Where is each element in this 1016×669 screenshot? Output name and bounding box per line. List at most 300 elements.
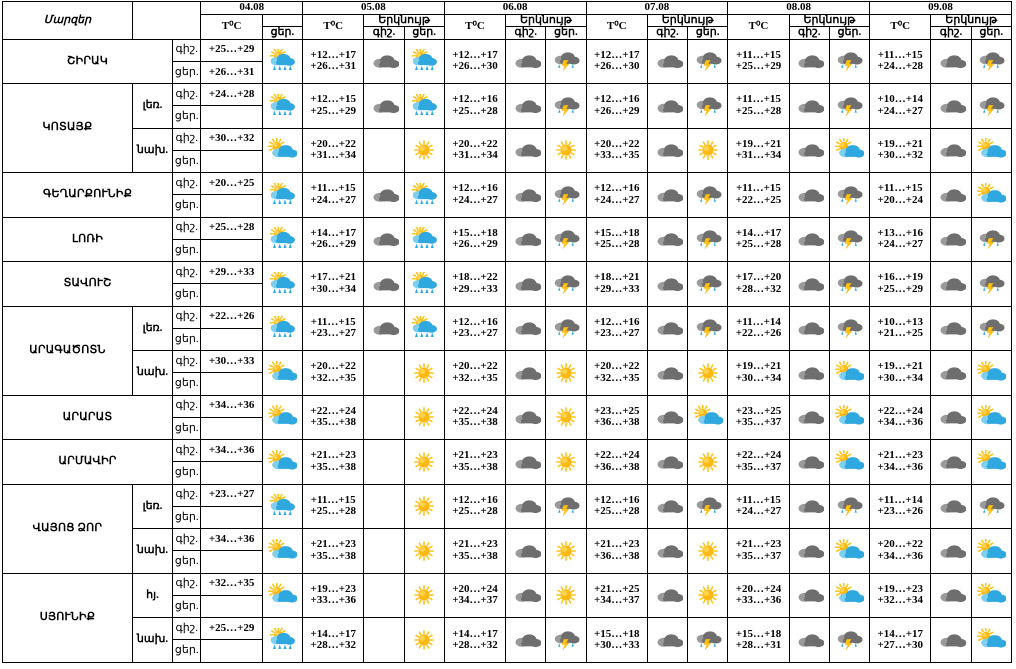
temp-night-value: +21…+23 xyxy=(310,449,356,462)
temp-10-5 xyxy=(870,484,931,529)
table-row xyxy=(3,262,1012,284)
weather-icon-day-12-0 xyxy=(262,573,302,618)
temp-night-value: +10…+13 xyxy=(877,315,923,328)
weather-icon-day-10-0 xyxy=(262,484,302,529)
temp-11-2 xyxy=(444,529,505,574)
weather-icon-day-13-0 xyxy=(262,618,302,663)
sky-header-1: Երկնույթ xyxy=(364,14,444,27)
temp-night-value: +19…+21 xyxy=(877,137,923,150)
weather-icon-day-8-2 xyxy=(546,395,586,440)
region-name-0: ՇԻՐԱԿ xyxy=(3,39,173,84)
temp-5-5 xyxy=(870,262,931,307)
weather-icon-night-2-2 xyxy=(506,128,546,173)
temp-day-value: +32…+35 xyxy=(593,371,640,384)
temp-day-value: +30…+33 xyxy=(593,639,640,652)
temp-4-3 xyxy=(586,217,647,262)
temp-night-value: +16…+19 xyxy=(877,271,923,284)
temp-night-value: +13…+16 xyxy=(877,226,923,239)
table-row xyxy=(3,39,1012,61)
temp-day-value: +24…+27 xyxy=(593,193,640,206)
temp-9-3 xyxy=(586,440,647,485)
temp-7-1 xyxy=(303,351,364,396)
table-row xyxy=(3,440,1012,462)
temp-night-value: +11…+14 xyxy=(877,493,923,506)
temp-night-value: +19…+23 xyxy=(310,582,356,595)
region-name-1: ԿՈՏԱՅՔ xyxy=(3,84,133,173)
temp-day-value: +25…+28 xyxy=(452,104,498,117)
weather-icon-day-1-3 xyxy=(688,84,728,129)
weather-icon-night-8-1 xyxy=(364,395,404,440)
temp-day-6-0 xyxy=(201,328,262,350)
temp-2-5 xyxy=(870,128,931,173)
weather-icon-day-9-5 xyxy=(971,440,1011,485)
temp-day-value: +33…+35 xyxy=(593,149,640,162)
row-label-night-11: գիշ. xyxy=(173,529,201,551)
temp-night-value: +12…+17 xyxy=(452,48,498,61)
temp-13-2 xyxy=(444,618,505,663)
weather-icon-day-2-3 xyxy=(688,128,728,173)
weather-icon-day-11-3 xyxy=(688,529,728,574)
temp-night-value: +11…+14 xyxy=(736,315,781,328)
night-header-4: գիշ. xyxy=(789,27,829,40)
temp-day-2-0 xyxy=(201,150,262,172)
date-header-0: 04.08 xyxy=(201,2,303,15)
row-label-night-10: գիշ. xyxy=(173,484,201,506)
temp-day-value: +25…+28 xyxy=(593,505,640,518)
weather-icon-night-7-5 xyxy=(931,351,971,396)
temp-night-value: +21…+23 xyxy=(310,538,356,551)
date-header-5: 09.08 xyxy=(870,2,1012,15)
temp-header-3: T⁰C xyxy=(586,14,647,39)
weather-icon-day-0-4 xyxy=(829,39,869,84)
region-name-8: ԱՐԱՐԱՏ xyxy=(3,395,173,440)
temp-day-value: +35…+38 xyxy=(310,549,356,562)
weather-icon-night-11-4 xyxy=(789,529,829,574)
weather-icon-day-5-1 xyxy=(404,262,444,307)
weather-icon-day-2-2 xyxy=(546,128,586,173)
zone-label-13: նախ. xyxy=(132,618,172,663)
weather-icon-day-9-2 xyxy=(546,440,586,485)
temp-night-value: +22…+24 xyxy=(310,404,356,417)
temp-day-11-0 xyxy=(201,551,262,573)
temp-1-1 xyxy=(303,84,364,129)
temp-night-3-0: +20…+25 xyxy=(201,173,262,195)
temp-11-3 xyxy=(586,529,647,574)
temp-night-value: +12…+16 xyxy=(593,93,640,106)
zone-label-2: նախ. xyxy=(132,128,172,173)
temp-1-5 xyxy=(870,84,931,129)
temp-night-value: +11…+15 xyxy=(877,182,923,195)
temp-day-value: +30…+34 xyxy=(877,371,923,384)
temp-night-value: +12…+17 xyxy=(593,48,640,61)
temp-night-value: +15…+18 xyxy=(593,627,640,640)
temp-night-13-0: +25…+29 xyxy=(201,618,262,640)
weather-icon-night-4-4 xyxy=(789,217,829,262)
temp-night-value: +22…+24 xyxy=(593,449,640,462)
weather-icon-day-6-1 xyxy=(404,306,444,351)
weather-icon-day-12-2 xyxy=(546,573,586,618)
temp-night-value: +17…+21 xyxy=(310,271,356,284)
row-label-day-11: ցեր. xyxy=(173,551,201,573)
temp-12-4 xyxy=(728,573,789,618)
temp-2-3 xyxy=(586,128,647,173)
temp-night-value: +14…+17 xyxy=(452,627,498,640)
weather-icon-night-5-2 xyxy=(506,262,546,307)
temp-day-value: +25…+28 xyxy=(310,505,356,518)
night-header-2: գիշ. xyxy=(506,27,546,40)
weather-icon-day-1-1 xyxy=(404,84,444,129)
weather-icon-night-4-5 xyxy=(931,217,971,262)
temp-10-2 xyxy=(444,484,505,529)
temp-10-4 xyxy=(728,484,789,529)
temp-day-value: +26…+29 xyxy=(310,238,356,251)
temp-night-value: +18…+21 xyxy=(593,271,640,284)
weather-icon-day-8-1 xyxy=(404,395,444,440)
weather-icon-night-13-3 xyxy=(647,618,687,663)
temp-day-1-0 xyxy=(201,106,262,128)
temp-7-3 xyxy=(586,351,647,396)
temp-6-5 xyxy=(870,306,931,351)
temp-4-4 xyxy=(728,217,789,262)
temp-day-13-0 xyxy=(201,640,262,663)
weather-icon-day-6-0 xyxy=(262,306,302,351)
weather-icon-day-8-0 xyxy=(262,395,302,440)
row-label-day-2: ցեր. xyxy=(173,150,201,172)
weather-icon-night-3-3 xyxy=(647,173,687,218)
temp-12-2 xyxy=(444,573,505,618)
temp-day-value: +33…+36 xyxy=(310,594,356,607)
table-body xyxy=(3,39,1012,662)
temp-day-value: +28…+32 xyxy=(452,639,498,652)
weather-icon-night-9-3 xyxy=(647,440,687,485)
temp-8-4 xyxy=(728,395,789,440)
temp-day-value: +27…+30 xyxy=(877,639,923,652)
weather-icon-day-8-4 xyxy=(829,395,869,440)
temp-day-value: +25…+28 xyxy=(452,505,498,518)
row-label-night-3: գիշ. xyxy=(173,173,201,195)
weather-icon-night-10-2 xyxy=(506,484,546,529)
temp-2-4 xyxy=(728,128,789,173)
weather-icon-day-7-2 xyxy=(546,351,586,396)
temp-day-value: +25…+28 xyxy=(593,238,640,251)
table-row xyxy=(3,128,1012,150)
region-name-3: ԳԵՂԱՐՔՈՒՆԻՔ xyxy=(3,173,173,218)
temp-day-value: +22…+25 xyxy=(735,193,782,206)
weather-icon-day-4-3 xyxy=(688,217,728,262)
weather-icon-day-12-1 xyxy=(404,573,444,618)
weather-icon-night-8-5 xyxy=(931,395,971,440)
temp-night-value: +22…+24 xyxy=(735,449,782,462)
temp-day-value: +32…+34 xyxy=(877,594,923,607)
table-row xyxy=(3,351,1012,373)
weather-icon-night-10-1 xyxy=(364,484,404,529)
temp-night-value: +11…+15 xyxy=(310,493,356,506)
weather-icon-day-10-1 xyxy=(404,484,444,529)
day-header-4: ցեր. xyxy=(829,27,869,40)
temp-night-6-0: +22…+26 xyxy=(201,306,262,328)
row-label-night-4: գիշ. xyxy=(173,217,201,239)
day-header-2: ցեր. xyxy=(546,27,586,40)
zone-label-6: լեռ. xyxy=(132,306,172,351)
day-header-5: ցեր. xyxy=(971,27,1011,40)
weather-icon-day-3-0 xyxy=(262,173,302,218)
weather-icon-night-2-5 xyxy=(931,128,971,173)
temp-night-value: +11…+15 xyxy=(736,93,781,106)
temp-day-value: +34…+37 xyxy=(593,594,640,607)
night-header-5: գիշ. xyxy=(931,27,971,40)
weather-icon-night-4-2 xyxy=(506,217,546,262)
temp-1-3 xyxy=(586,84,647,129)
temp-night-value: +11…+15 xyxy=(310,315,356,328)
weather-icon-night-0-1 xyxy=(364,39,404,84)
temp-day-value: +26…+30 xyxy=(593,60,640,73)
weather-icon-night-13-1 xyxy=(364,618,404,663)
temp-day-value: +32…+35 xyxy=(452,371,498,384)
temp-night-value: +12…+16 xyxy=(593,493,640,506)
temp-night-1-0: +24…+28 xyxy=(201,84,262,106)
night-header-1: գիշ. xyxy=(364,27,404,40)
temp-day-value: +35…+38 xyxy=(310,460,356,473)
temp-13-4 xyxy=(728,618,789,663)
temp-8-1 xyxy=(303,395,364,440)
weather-icon-night-5-3 xyxy=(647,262,687,307)
row-label-day-10: ցեր. xyxy=(173,506,201,528)
temp-night-value: +11…+15 xyxy=(736,48,781,61)
temp-night-value: +18…+22 xyxy=(452,271,498,284)
temp-day-10-0 xyxy=(201,506,262,528)
weather-icon-day-9-0 xyxy=(262,440,302,485)
temp-0-1 xyxy=(303,39,364,84)
weather-icon-night-12-2 xyxy=(506,573,546,618)
weather-icon-day-11-4 xyxy=(829,529,869,574)
weather-icon-day-13-5 xyxy=(971,618,1011,663)
temp-night-value: +21…+23 xyxy=(735,538,782,551)
weather-icon-day-0-5 xyxy=(971,39,1011,84)
temp-day-value: +23…+27 xyxy=(310,327,356,340)
sky-header-0 xyxy=(262,14,302,27)
weather-icon-day-0-3 xyxy=(688,39,728,84)
weather-icon-night-7-2 xyxy=(506,351,546,396)
temp-day-value: +28…+31 xyxy=(735,639,782,652)
weather-icon-night-8-2 xyxy=(506,395,546,440)
temp-night-value: +23…+25 xyxy=(593,404,640,417)
zone-header-spacer xyxy=(132,2,201,40)
temp-day-value: +23…+27 xyxy=(593,327,640,340)
weather-icon-night-3-2 xyxy=(506,173,546,218)
weather-icon-night-0-4 xyxy=(789,39,829,84)
temp-night-value: +21…+25 xyxy=(593,582,640,595)
region-name-6: ԱՐԱԳԱԾՈՏՆ xyxy=(3,306,133,395)
weather-icon-day-4-1 xyxy=(404,217,444,262)
weather-icon-night-7-1 xyxy=(364,351,404,396)
weather-icon-night-7-3 xyxy=(647,351,687,396)
temp-3-3 xyxy=(586,173,647,218)
temp-night-value: +14…+17 xyxy=(735,226,782,239)
weather-icon-night-4-1 xyxy=(364,217,404,262)
weather-icon-day-10-5 xyxy=(971,484,1011,529)
temp-day-value: +34…+36 xyxy=(877,549,923,562)
temp-day-value: +25…+29 xyxy=(877,282,923,295)
weather-icon-night-11-5 xyxy=(931,529,971,574)
weather-icon-day-11-0 xyxy=(262,529,302,574)
temp-day-7-0 xyxy=(201,373,262,395)
weather-icon-night-11-2 xyxy=(506,529,546,574)
temp-day-8-0 xyxy=(201,417,262,439)
row-label-day-12: ցեր. xyxy=(173,595,201,617)
temp-header-1: T⁰C xyxy=(303,14,364,39)
temp-night-value: +22…+24 xyxy=(452,404,498,417)
weather-icon-day-2-1 xyxy=(404,128,444,173)
temp-7-4 xyxy=(728,351,789,396)
weather-icon-night-2-3 xyxy=(647,128,687,173)
weather-icon-night-0-5 xyxy=(931,39,971,84)
temp-1-4 xyxy=(728,84,789,129)
sky-header-4: Երկնույթ xyxy=(789,14,869,27)
temp-day-value: +31…+34 xyxy=(310,149,356,162)
weather-icon-night-4-3 xyxy=(647,217,687,262)
weather-icon-day-1-2 xyxy=(546,84,586,129)
temp-night-value: +12…+16 xyxy=(452,182,498,195)
temp-day-value: +29…+33 xyxy=(452,282,498,295)
temp-night-value: +12…+16 xyxy=(452,93,498,106)
temp-day-value: +30…+34 xyxy=(735,371,782,384)
weather-icon-day-4-0 xyxy=(262,217,302,262)
weather-icon-day-10-3 xyxy=(688,484,728,529)
temp-day-value: +22…+26 xyxy=(735,327,782,340)
weather-icon-day-12-3 xyxy=(688,573,728,618)
day-header-3: ցեր. xyxy=(688,27,728,40)
temp-night-value: +11…+15 xyxy=(736,182,781,195)
temp-10-3 xyxy=(586,484,647,529)
weather-icon-day-6-2 xyxy=(546,306,586,351)
temp-13-5 xyxy=(870,618,931,663)
temp-6-4 xyxy=(728,306,789,351)
weather-icon-night-2-4 xyxy=(789,128,829,173)
temp-night-value: +20…+22 xyxy=(310,137,356,150)
zone-label-11: նախ. xyxy=(132,529,172,574)
row-label-night-5: գիշ. xyxy=(173,262,201,284)
temp-day-value: +26…+31 xyxy=(310,60,356,73)
temp-day-value: +29…+33 xyxy=(593,282,640,295)
table-row xyxy=(3,173,1012,195)
weather-icon-night-10-4 xyxy=(789,484,829,529)
temp-2-1 xyxy=(303,128,364,173)
temp-day-value: +24…+27 xyxy=(452,193,498,206)
row-label-night-7: գիշ. xyxy=(173,351,201,373)
temp-6-2 xyxy=(444,306,505,351)
region-name-4: ԼՈՌԻ xyxy=(3,217,173,262)
temp-day-value: +30…+32 xyxy=(877,149,923,162)
temp-2-2 xyxy=(444,128,505,173)
weather-icon-day-0-0 xyxy=(262,39,302,84)
weather-icon-day-4-4 xyxy=(829,217,869,262)
temp-night-11-0: +34…+36 xyxy=(201,529,262,551)
weather-icon-day-7-5 xyxy=(971,351,1011,396)
weather-icon-day-1-0 xyxy=(262,84,302,129)
temp-night-value: +22…+24 xyxy=(877,404,923,417)
temp-day-value: +32…+35 xyxy=(310,371,356,384)
temp-night-value: +19…+23 xyxy=(877,582,923,595)
row-label-day-3: ցեր. xyxy=(173,195,201,217)
row-label-day-8: ցեր. xyxy=(173,417,201,439)
weather-icon-night-13-4 xyxy=(789,618,829,663)
weather-icon-night-3-5 xyxy=(931,173,971,218)
weather-icon-day-11-1 xyxy=(404,529,444,574)
weather-icon-day-9-4 xyxy=(829,440,869,485)
temp-day-value: +36…+38 xyxy=(593,549,640,562)
table-row xyxy=(3,84,1012,106)
temp-night-value: +20…+22 xyxy=(310,360,356,373)
weather-icon-day-7-0 xyxy=(262,351,302,396)
temp-night-10-0: +23…+27 xyxy=(201,484,262,506)
temp-night-value: +21…+23 xyxy=(877,449,923,462)
weather-icon-day-10-4 xyxy=(829,484,869,529)
weather-icon-night-12-3 xyxy=(647,573,687,618)
temp-night-2-0: +30…+32 xyxy=(201,128,262,150)
temp-night-value: +21…+23 xyxy=(593,538,640,551)
temp-11-5 xyxy=(870,529,931,574)
temp-night-value: +21…+23 xyxy=(452,538,498,551)
weather-icon-night-9-1 xyxy=(364,440,404,485)
temp-11-1 xyxy=(303,529,364,574)
temp-day-value: +28…+32 xyxy=(310,639,356,652)
temp-night-value: +11…+15 xyxy=(736,493,781,506)
temp-night-value: +10…+14 xyxy=(877,93,923,106)
row-label-night-6: գիշ. xyxy=(173,306,201,328)
temp-day-value: +35…+38 xyxy=(452,549,498,562)
temp-day-value: +31…+34 xyxy=(452,149,498,162)
weather-icon-day-2-0 xyxy=(262,128,302,173)
weather-icon-night-1-2 xyxy=(506,84,546,129)
weather-icon-night-9-5 xyxy=(931,440,971,485)
weather-icon-night-12-1 xyxy=(364,573,404,618)
temp-day-value: +25…+28 xyxy=(735,238,782,251)
table-header xyxy=(3,2,1012,40)
zone-label-1: լեռ. xyxy=(132,84,172,129)
temp-day-value: +23…+27 xyxy=(452,327,498,340)
temp-day-value: +26…+30 xyxy=(452,60,498,73)
weather-icon-night-8-4 xyxy=(789,395,829,440)
weather-icon-day-7-4 xyxy=(829,351,869,396)
temp-day-value: +23…+26 xyxy=(877,505,923,518)
weather-icon-day-6-5 xyxy=(971,306,1011,351)
weather-icon-day-12-4 xyxy=(829,573,869,618)
weather-icon-day-7-3 xyxy=(688,351,728,396)
weather-icon-day-2-5 xyxy=(971,128,1011,173)
weather-icon-night-5-1 xyxy=(364,262,404,307)
sky-header-2: Երկնույթ xyxy=(506,14,586,27)
temp-day-12-0 xyxy=(201,595,262,617)
weather-icon-day-12-5 xyxy=(971,573,1011,618)
temp-3-4 xyxy=(728,173,789,218)
temp-night-value: +14…+17 xyxy=(310,627,356,640)
temp-night-value: +19…+21 xyxy=(735,360,782,373)
temp-6-3 xyxy=(586,306,647,351)
row-label-night-0: գիշ. xyxy=(173,39,201,61)
weather-icon-day-4-2 xyxy=(546,217,586,262)
temp-day-value: +35…+38 xyxy=(452,416,498,429)
row-label-day-13: ցեր. xyxy=(173,640,201,663)
temp-night-value: +12…+16 xyxy=(452,315,498,328)
temp-night-value: +12…+17 xyxy=(310,48,356,61)
temp-night-value: +12…+16 xyxy=(593,315,640,328)
temp-4-5 xyxy=(870,217,931,262)
weather-icon-night-9-2 xyxy=(506,440,546,485)
weather-icon-night-6-3 xyxy=(647,306,687,351)
zone-label-10: լեռ. xyxy=(132,484,172,529)
header-row-dates xyxy=(3,2,1012,15)
temp-3-1 xyxy=(303,173,364,218)
